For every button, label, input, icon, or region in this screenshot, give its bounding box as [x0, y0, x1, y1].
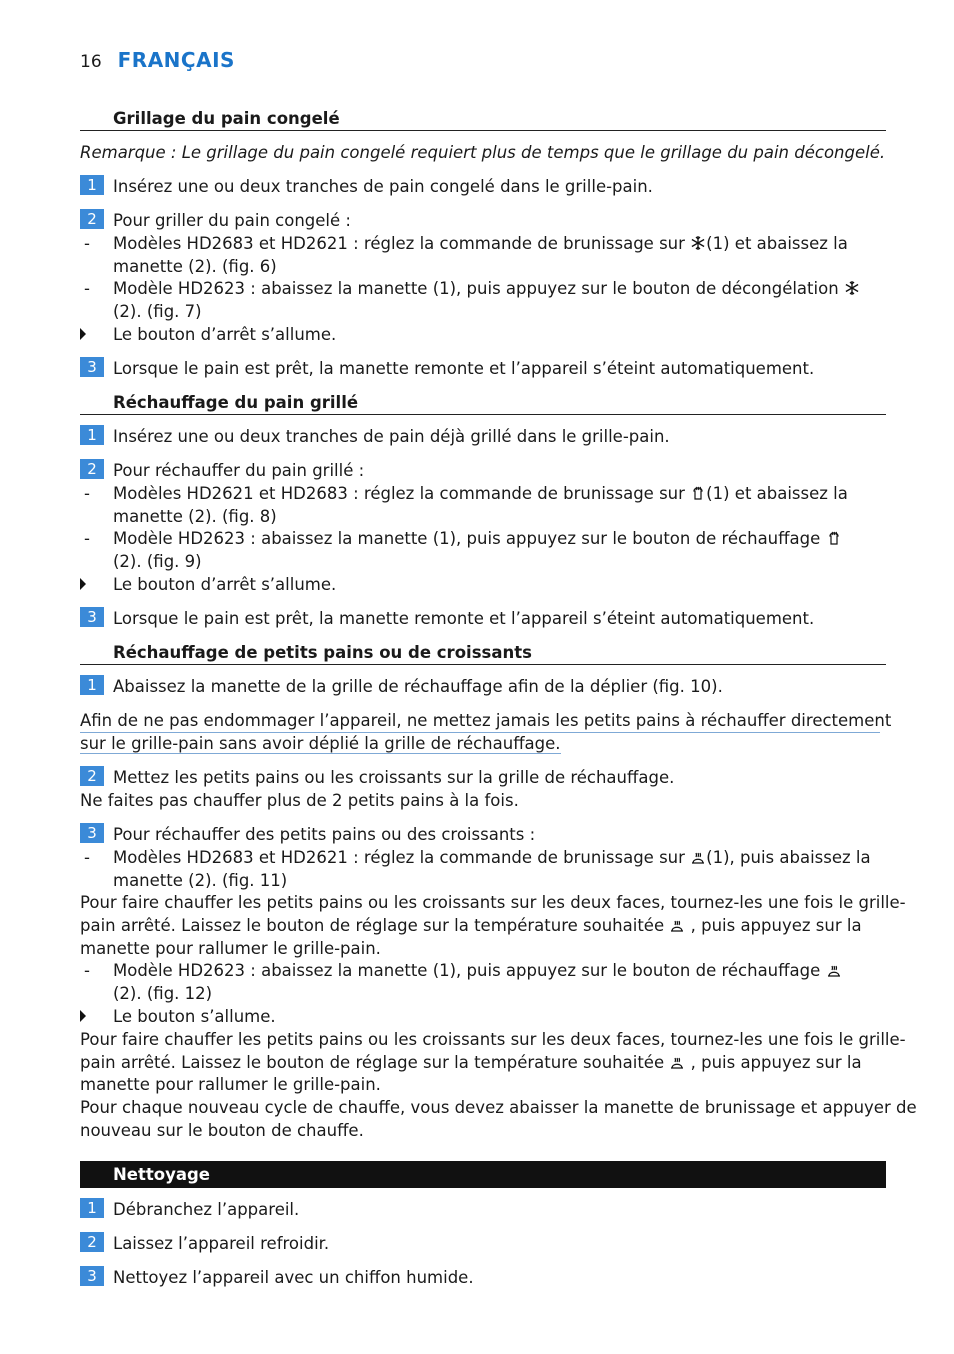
step-text: Lorsque le pain est prêt, la manette remonte et l’appareil s’éteint automatiquement. [113, 359, 815, 378]
step-number: 2 [80, 209, 104, 229]
step-text: Abaissez la manette de la grille de réchauffage afin de la déplier (fig. 10). [113, 677, 723, 696]
page-header [80, 48, 235, 76]
language-title: FRANÇAIS [117, 48, 235, 72]
step-text: Pour réchauffer des petits pains ou des croissants : [113, 825, 536, 844]
section-title-reheat: Réchauffage du pain grillé [80, 392, 886, 415]
step-number: 2 [80, 459, 104, 479]
result-bullet-icon [80, 1010, 86, 1022]
step-text: Nettoyez l’appareil avec un chiffon humide. [113, 1268, 474, 1287]
toast-icon [826, 530, 842, 546]
snowflake-icon [844, 280, 860, 296]
step-number: 3 [80, 607, 104, 627]
bun-icon [826, 962, 842, 978]
toast-icon [690, 485, 706, 501]
step-number: 2 [80, 766, 104, 786]
paragraph: Pour faire chauffer les petits pains ou les croissants sur les deux faces, tournez-les une fois le grille- [80, 893, 906, 912]
section-title-buns: Réchauffage de petits pains ou de croissants [80, 642, 886, 665]
paragraph: nouveau sur le bouton de chauffe. [80, 1121, 364, 1140]
step-text: Lorsque le pain est prêt, la manette remonte et l’appareil s’éteint automatiquement. [113, 609, 815, 628]
step-number: 1 [80, 1198, 104, 1218]
paragraph: Pour faire chauffer les petits pains ou les croissants sur les deux faces, tournez-les une fois le grille- [80, 1030, 906, 1049]
step-text: Mettez les petits pains ou les croissants sur la grille de réchauffage. [113, 768, 675, 787]
bun-icon [669, 1054, 685, 1070]
step-number: 1 [80, 425, 104, 445]
page-number: 16 [80, 52, 102, 72]
list-item-text: Modèle HD2623 : abaissez la manette (1), puis appuyez sur le bouton de réchauffage [113, 529, 826, 548]
step-text: Pour griller du pain congelé : [113, 211, 351, 230]
step-text: Insérez une ou deux tranches de pain congelé dans le grille-pain. [113, 177, 653, 196]
paragraph: manette pour rallumer le grille-pain. [80, 1075, 381, 1094]
list-item-text: Modèles HD2683 et HD2621 : réglez la commande de brunissage sur [113, 848, 691, 867]
step-text: Débranchez l’appareil. [113, 1200, 300, 1219]
step-text: Laissez l’appareil refroidir. [113, 1234, 330, 1253]
list-item-text: Modèles HD2621 et HD2683 : réglez la commande de brunissage sur [113, 484, 691, 503]
step-number: 3 [80, 357, 104, 377]
result-bullet-icon [80, 578, 86, 590]
result-bullet-icon [80, 328, 86, 340]
step-text: Insérez une ou deux tranches de pain déjà grillé dans le grille-pain. [113, 427, 670, 446]
paragraph: manette pour rallumer le grille-pain. [80, 939, 381, 958]
paragraph: Pour chaque nouveau cycle de chauffe, vous devez abaisser la manette de brunissage et appuyer de [80, 1098, 917, 1117]
list-item-text: Modèles HD2683 et HD2621 : réglez la commande de brunissage sur [113, 234, 691, 253]
snowflake-icon [690, 235, 706, 251]
list-item-text: Modèle HD2623 : abaissez la manette (1), puis appuyez sur le bouton de décongélation [113, 279, 844, 298]
note-frozen: Remarque : Le grillage du pain congelé requiert plus de temps que le grillage du pain décongelé. [80, 143, 886, 162]
section-title-cleaning: Nettoyage [80, 1161, 886, 1188]
bun-icon [669, 917, 685, 933]
step-number: 1 [80, 675, 104, 695]
paragraph: Ne faites pas chauffer plus de 2 petits pains à la fois. [80, 791, 519, 810]
warning-line: sur le grille-pain sans avoir déplié la grille de réchauffage. [80, 734, 561, 753]
warning-line: Afin de ne pas endommager l’appareil, ne mettez jamais les petits pains à réchauffer directement [80, 709, 886, 733]
section-title-frozen: Grillage du pain congelé [80, 108, 886, 131]
step-number: 2 [80, 1232, 104, 1252]
bun-icon [690, 849, 706, 865]
step-number: 1 [80, 175, 104, 195]
step-text: Pour réchauffer du pain grillé : [113, 461, 365, 480]
paragraph: pain arrêté. Laissez le bouton de réglage sur la température souhaitée , puis appuyez sur la [80, 916, 862, 935]
step-number: 3 [80, 1266, 104, 1286]
list-item-text: Modèle HD2623 : abaissez la manette (1), puis appuyez sur le bouton de réchauffage [113, 961, 826, 980]
paragraph: pain arrêté. Laissez le bouton de réglage sur la température souhaitée , puis appuyez sur la [80, 1053, 862, 1072]
step-number: 3 [80, 823, 104, 843]
